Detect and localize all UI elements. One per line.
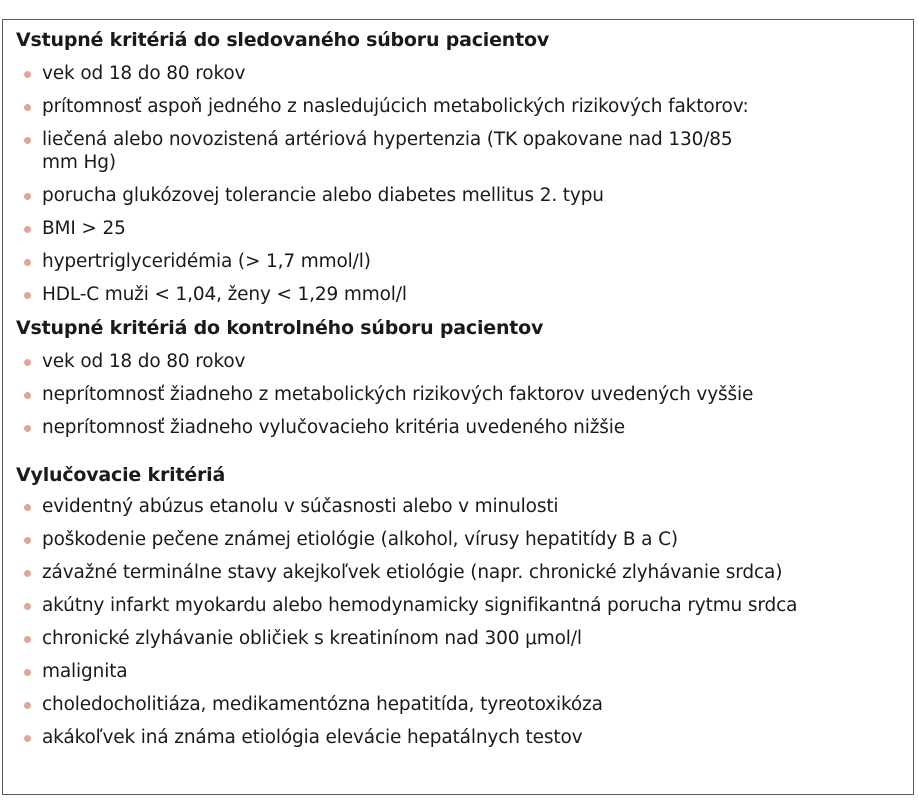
list-item: [16, 726, 906, 749]
list-item-text: hypertriglyceridémia (> 1,7 mmol/l): [42, 251, 371, 272]
list-item-text: neprítomnosť žiadneho z metabolických rizikových faktorov uvedených vyššie: [42, 384, 754, 405]
bullet-icon: [24, 636, 31, 643]
bullet-icon: [24, 537, 31, 544]
list-item-text: vek od 18 do 80 rokov: [42, 63, 246, 84]
list-item-text: porucha glukózovej tolerancie alebo diabetes mellitus 2. typu: [42, 185, 604, 206]
list-item-text: akútny infarkt myokardu alebo hemodynamicky signifikantná porucha rytmu srdca: [42, 595, 798, 616]
list-item: [16, 594, 906, 617]
list-item: [16, 62, 906, 85]
section-inclusion-study: [16, 28, 906, 306]
bullet-icon: [24, 603, 31, 610]
list-item-text: HDL-C muži < 1,04, ženy < 1,29 mmol/l: [42, 284, 407, 305]
list-item-text: BMI > 25: [42, 218, 126, 239]
list-item: [16, 217, 906, 240]
bullet-icon: [24, 292, 31, 299]
list-item: [16, 561, 906, 584]
list-item-text: liečená alebo novozistená artériová hypertenzia (TK opakovane nad 130/85 mm Hg): [42, 129, 733, 173]
bullet-icon: [24, 570, 31, 577]
bullet-icon: [24, 71, 31, 78]
list-item-text: neprítomnosť žiadneho vylučovacieho kritéria uvedeného nižšie: [42, 417, 625, 438]
list-item-text: poškodenie pečene známej etiológie (alkohol, vírusy hepatitídy B a C): [42, 529, 678, 550]
bullet-icon: [24, 226, 31, 233]
criteria-list: [16, 350, 906, 439]
list-item-text: chronické zlyhávanie obličiek s kreatinínom nad 300 μmol/l: [42, 628, 582, 649]
list-item: [16, 627, 906, 650]
list-item-text: malignita: [42, 661, 128, 682]
bullet-icon: [24, 669, 31, 676]
bullet-icon: [24, 735, 31, 742]
list-item: [16, 250, 906, 273]
bullet-icon: [24, 137, 31, 144]
list-item: [16, 184, 906, 207]
bullet-icon: [24, 259, 31, 266]
bullet-icon: [24, 359, 31, 366]
criteria-list: [16, 495, 906, 749]
list-item-text: vek od 18 do 80 rokov: [42, 351, 246, 372]
list-item: [16, 350, 906, 373]
bullet-icon: [24, 425, 31, 432]
section-exclusion: [16, 463, 906, 749]
section-heading: Vstupné kritériá do sledovaného súboru pacientov: [16, 29, 550, 51]
bullet-icon: [24, 104, 31, 111]
list-item: [16, 283, 906, 306]
criteria-list: [16, 62, 906, 306]
list-item: [16, 95, 906, 118]
list-item-text: akákoľvek iná známa etiológia elevácie hepatálnych testov: [42, 727, 583, 748]
bullet-icon: [24, 504, 31, 511]
list-item: [16, 128, 762, 174]
bullet-icon: [24, 193, 31, 200]
list-item: [16, 495, 906, 518]
list-item-text: evidentný abúzus etanolu v súčasnosti alebo v minulosti: [42, 496, 559, 517]
section-heading: Vylučovacie kritériá: [16, 464, 226, 486]
list-item: [16, 383, 906, 406]
list-item-text: choledocholitiáza, medikamentózna hepatitída, tyreotoxikóza: [42, 694, 603, 715]
bullet-icon: [24, 702, 31, 709]
list-item: [16, 660, 906, 683]
criteria-content: [16, 28, 906, 749]
list-item-text: prítomnosť aspoň jedného z nasledujúcich metabolických rizikových faktorov:: [42, 96, 749, 117]
bullet-icon: [24, 392, 31, 399]
section-heading: Vstupné kritériá do kontrolného súboru pacientov: [16, 317, 544, 339]
list-item: [16, 528, 906, 551]
section-inclusion-control: [16, 316, 906, 439]
list-item: [16, 693, 906, 716]
list-item: [16, 416, 906, 439]
list-item-text: závažné terminálne stavy akejkoľvek etiológie (napr. chronické zlyhávanie srdca): [42, 562, 783, 583]
